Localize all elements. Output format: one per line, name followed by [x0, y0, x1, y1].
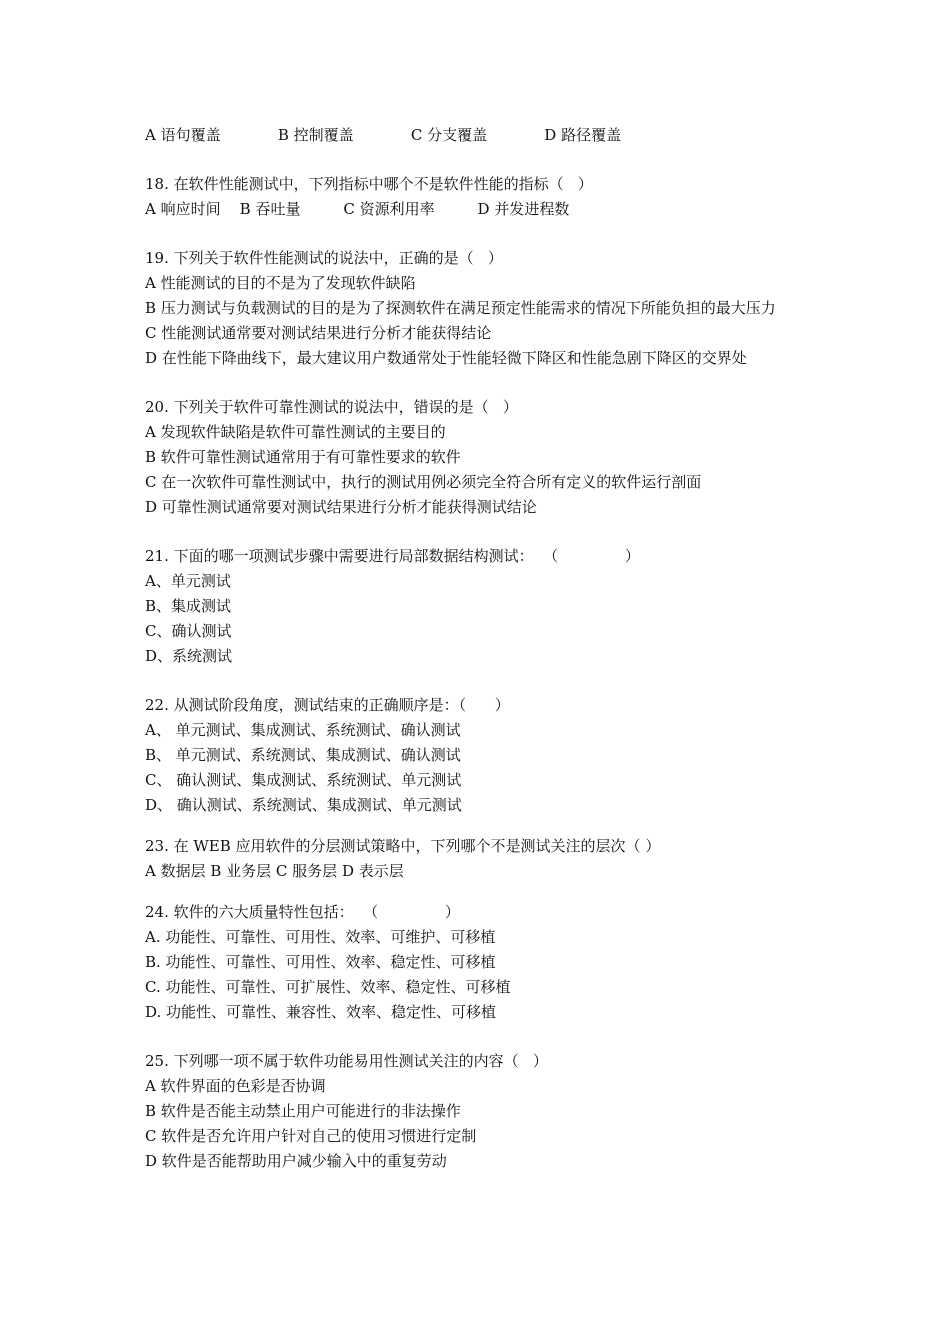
q22-option-b: B、 单元测试、系统测试、集成测试、确认测试: [145, 746, 461, 764]
q18-options: A 响应时间 B 吞吐量 C 资源利用率 D 并发进程数: [145, 200, 570, 218]
q23-options: A 数据层 B 业务层 C 服务层 D 表示层: [145, 862, 404, 880]
q20-question: 20. 下列关于软件可靠性测试的说法中，错误的是（ ）: [145, 398, 518, 416]
q19-option-c: C 性能测试通常要对测试结果进行分析才能获得结论: [145, 324, 492, 342]
q19-option-a: A 性能测试的目的不是为了发现软件缺陷: [145, 274, 416, 292]
q22-option-c: C、 确认测试、集成测试、系统测试、单元测试: [145, 771, 462, 789]
q19-question: 19. 下列关于软件性能测试的说法中，正确的是（ ）: [145, 249, 503, 267]
q20-option-a: A 发现软件缺陷是软件可靠性测试的主要目的: [145, 423, 446, 441]
q23-question: 23. 在 WEB 应用软件的分层测试策略中，下列哪个不是测试关注的层次（ ）: [145, 837, 661, 855]
q21-option-a: A、单元测试: [145, 572, 231, 590]
q17-options: A 语句覆盖 B 控制覆盖 C 分支覆盖 D 路径覆盖: [145, 126, 622, 144]
spacer: [145, 371, 825, 395]
q20-option-b: B 软件可靠性测试通常用于有可靠性要求的软件: [145, 448, 461, 466]
q24-option-b: B. 功能性、可靠性、可用性、效率、稳定性、可移植: [145, 953, 496, 971]
q22-question: 22. 从测试阶段角度，测试结束的正确顺序是：（ ）: [145, 696, 510, 714]
document-body: [145, 123, 825, 1174]
q22-option-a: A、 单元测试、集成测试、系统测试、确认测试: [145, 721, 461, 739]
q19-option-d: D 在性能下降曲线下，最大建议用户数通常处于性能轻微下降区和性能急剧下降区的交界处: [145, 349, 747, 367]
q24-option-d: D. 功能性、可靠性、兼容性、效率、稳定性、可移植: [145, 1003, 497, 1021]
q21-question: 21. 下面的哪一项测试步骤中需要进行局部数据结构测试： （ ）: [145, 547, 640, 565]
spacer: [145, 148, 825, 172]
spacer: [145, 669, 825, 693]
spacer: [145, 1025, 825, 1049]
q25-option-d: D 软件是否能帮助用户减少输入中的重复劳动: [145, 1152, 447, 1170]
q18-question: 18. 在软件性能测试中，下列指标中哪个不是软件性能的指标（ ）: [145, 175, 593, 193]
q25-option-c: C 软件是否允许用户针对自己的使用习惯进行定制: [145, 1127, 477, 1145]
spacer: [145, 520, 825, 544]
q25-option-b: B 软件是否能主动禁止用户可能进行的非法操作: [145, 1102, 461, 1120]
q25-option-a: A 软件界面的色彩是否协调: [145, 1077, 326, 1095]
q22-option-d: D、 确认测试、系统测试、集成测试、单元测试: [145, 796, 462, 814]
q21-option-b: B、集成测试: [145, 597, 232, 615]
q24-question: 24. 软件的六大质量特性包括： （ ）: [145, 903, 460, 921]
spacer: [145, 222, 825, 246]
q20-option-c: C 在一次软件可靠性测试中，执行的测试用例必须完全符合所有定义的软件运行剖面: [145, 473, 702, 491]
q24-option-c: C. 功能性、可靠性、可扩展性、效率、稳定性、可移植: [145, 978, 511, 996]
spacer: [145, 884, 825, 900]
q20-option-d: D 可靠性测试通常要对测试结果进行分析才能获得测试结论: [145, 498, 537, 516]
q24-option-a: A. 功能性、可靠性、可用性、效率、可维护、可移植: [145, 928, 496, 946]
q25-question: 25. 下列哪一项不属于软件功能易用性测试关注的内容（ ）: [145, 1052, 548, 1070]
q21-option-c: C、确认测试: [145, 622, 232, 640]
spacer: [145, 818, 825, 834]
q21-option-d: D、系统测试: [145, 647, 233, 665]
q19-option-b: B 压力测试与负载测试的目的是为了探测软件在满足预定性能需求的情况下所能负担的最大压力: [145, 299, 776, 317]
